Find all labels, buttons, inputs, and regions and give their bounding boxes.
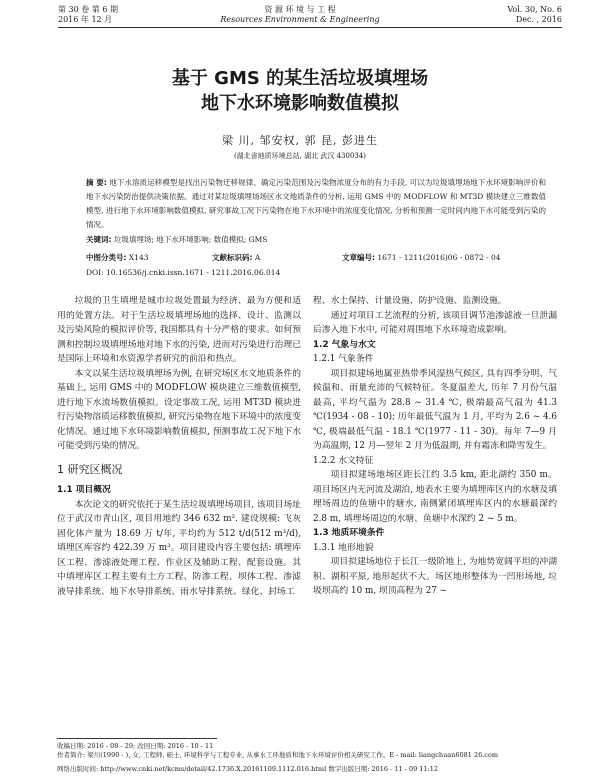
article-number-value: 1671 - 1211(2016)06 - 0872 - 04 <box>377 253 501 262</box>
paragraph: 本文以某生活垃圾填埋场为例, 在研究场区水文地质条件的基础上, 运用 GMS 中的 MODFLOW 模块建立三维数值模型, 进行地下水流场数值模拟。设定事故工况, 运用 MT3D 模块进行污染物溶质运移数值模拟, 研究污染物在地下环境中的浓度变化情况。通过地下水环境影响数值模拟, 预测事故工况下地下水可能受到污染的情况。 <box>57 368 301 451</box>
header-vol-no: Vol. 30, No. 6 <box>507 5 562 14</box>
subsubsection-heading: 1.2.1 气象条件 <box>313 354 374 364</box>
abstract-text: 地下水溶质运移模型是找出污染物迁移规律、确定污染范围及污染物浓度分布的有力手段, 可以为垃圾填埋场地下水环境影响评价和地下水污染防治提供决策依据。通过对某垃圾填埋场场区水文地质条件的分析, 运用 GMS 中的 MODFLOW 和 MT3D 模块建立三维数值模型, 进行地下水环境影响数值模拟, 研究事故工况下污染物在地下水环境中的浓度变化情况, 分析和预测一定时间内地下水可能受到污染的情况。 <box>86 178 546 229</box>
paragraph: 本次论文的研究依托于某生活垃圾填埋场项目, 该项目场址位于武汉市青山区, 项目用地约 346 632 m². 建设规模: 飞灰固化体产量为 18.69 万 t/年, 平均约为 512 t/d(512 m³/d), 填埋区库容约 422.39 万 m³。项目建设内容主要包括: 填埋库区工程、渗滤液处理工程、作业区及辅助工程、配套设施。其中填埋库区工程主要有土方工程、防渗工程、坝体工程、渗滤液导排系统、地下水导排系统、雨水导排系统、绿化、封场工 <box>57 499 301 597</box>
subsection-heading: 1.2 气象与水文 <box>313 339 376 350</box>
abstract-label: 摘 要: <box>86 178 107 187</box>
header-journal-cn: 资 源 环 境 与 工 程 <box>264 5 336 14</box>
footnote-author-bio: 作者简介: 梁川(1990 - ), 女, 工程师, 硕士, 环境科学与工程专业, 从事水工环地质和地下水环境评价相关研究工作。E - mail: liangchuan6081 26.com <box>57 751 499 759</box>
section-heading: 1 研究区概况 <box>57 462 123 476</box>
document-code-label: 文献标识码: <box>212 253 253 262</box>
header-journal-en: Resources Environment & Engineering <box>220 15 380 24</box>
affiliation: (湖北省地质环境总站, 湖北 武汉 430034) <box>233 152 367 160</box>
footnote-received: 收稿日期: 2016 - 08 - 29; 改回日期: 2016 - 10 - 11 <box>57 742 214 750</box>
doi: DOI: 10.16536/j.cnki.issn.1671 - 1211.2016.06.014 <box>86 268 281 277</box>
body-column-left <box>57 294 301 599</box>
header-volume-en <box>507 5 562 25</box>
header-date: 2016 年 12 月 <box>58 15 113 24</box>
paragraph: 通过对项目工艺流程的分析, 该项目调节池渗滤液一旦泄漏后渗入地下水中, 可能对周围地下水环境造成影响。 <box>313 310 557 335</box>
authors: 梁 川, 邹安权, 郭 昆, 彭进生 <box>222 134 378 147</box>
subsubsection-heading: 1.3.1 地形地貌 <box>313 542 374 553</box>
header-date-en: Dec. , 2016 <box>515 15 562 24</box>
subsubsection-heading: 1.2.2 水文特征 <box>313 455 374 466</box>
keywords <box>86 234 546 245</box>
paragraph: 项目拟建场地属亚热带季风湿热气候区, 具有四季分明、气候温和、雨量充沛的气候特征。冬夏温差大, 历年 7 月份气温最高, 平均气温为 28.8 ~ 31.4 ℃, 极端最高气温为 41.3 ℃(1934 - 08 - 10); 历年最低气温为 1 月, 平均为 2.6 ~ 4.6 ℃, 极端最低气温 - 18.1 ℃(1977 - 11 - 30)。每年 7—9 月为高温期, 12 月—翌年 2 月为低温期, 并有霜冻和降雪发生。 <box>313 368 557 451</box>
document-code <box>212 252 260 263</box>
header-divider <box>58 27 562 28</box>
subsection-heading: 1.1 项目概况 <box>57 485 111 495</box>
clc-number <box>86 252 149 263</box>
paragraph: 项目拟建场地场区距长江约 3.5 km, 距北湖约 350 m。项目场区内无河流及湖泊, 地表水主要为填埋库区内的水塘及填埋场周边的鱼塘中的塘水, 南侧紧闭填埋库区内的水塘最深约 2.8 m, 填埋场周边的水塘、鱼塘中水深约 2 ~ 5 m。 <box>313 470 557 524</box>
article-number-label: 文章编号: <box>342 253 375 262</box>
keywords-label: 关键词: <box>86 235 112 244</box>
footnote-divider <box>57 738 217 739</box>
article-number <box>342 252 501 263</box>
title-line-2: 地下水环境影响数值模拟 <box>201 93 399 114</box>
header-volume-issue: 第 30 卷 第 6 期 <box>58 5 118 14</box>
paragraph: 程、水土保持、计量设施、防护设施、监测设施。 <box>313 296 507 306</box>
subsection-heading: 1.3 地质环境条件 <box>313 528 385 538</box>
abstract <box>86 176 546 232</box>
paragraph: 垃圾的卫生填埋是城市垃圾处置最为经济、最为方便和适用的处置方法。对于生活垃圾填埋场地的选择、设计、监测以及污染风险的模拟评价等, 我国都具有十分严格的要求。如何预测和控制垃圾填埋场地对地下水的污染, 进而对污染进行治理已是国际上环境和水资源学者研究的前沿和热点。 <box>57 296 301 364</box>
document-code-value: A <box>254 253 261 262</box>
clc-label: 中图分类号: <box>86 253 127 262</box>
body-column-right <box>313 294 557 599</box>
clc-value: X143 <box>128 253 149 262</box>
keywords-text: 垃圾填埋场; 地下水环境影响; 数值模拟; GMS <box>113 235 268 244</box>
paragraph: 项目拟建场地位于长江一级阶地上, 为地势宽阔平坦的冲湖积、湖积平原, 地形起伏不大。场区地形整体为一凹形场地, 垃圾坝高约 10 m, 坝顶高程为 27 ~ <box>313 557 557 596</box>
footnote-publication: 网络出版时间: http://www.cnki.net/kcms/detail/42.1736.X.20161109.1112.016.html 数字出版日期: 2016 - 11 - 09 11:12 <box>57 765 439 773</box>
title-line-1: 基于 GMS 的某生活垃圾填埋场 <box>171 68 429 89</box>
